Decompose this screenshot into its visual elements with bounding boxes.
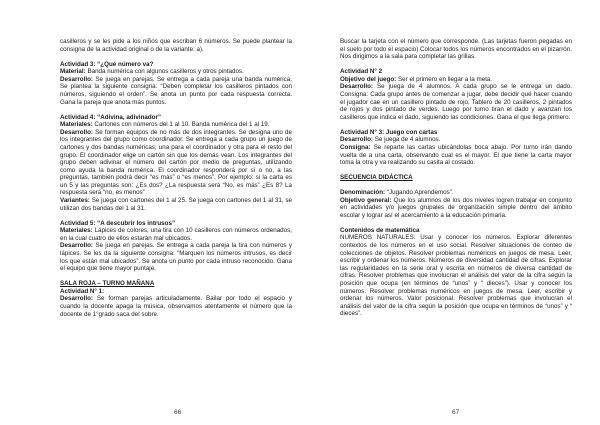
left-intro-paragraph: casilleros y se les pide a los niños que escriban 6 números. Se puede plantear la consigna de la actividad original o de la variante: a).: [60, 38, 292, 53]
materiales-label: Materiales:: [60, 121, 93, 129]
activity-5-block: [60, 220, 292, 273]
objetivo-label: Objetivo del juego:: [340, 75, 397, 83]
secuencia-title: SECUENCIA DIDÁCTICA: [340, 174, 413, 182]
desarrollo-text: Se forman parejas articuladamente. Bailar por todo el espacio y cuando la docente apaga la música, observamos atentamente el número que la docente de 1°grado saca del sobre.: [60, 295, 292, 318]
activity-n3-title: Actividad N° 3: Juego con cartas: [340, 128, 438, 136]
sala-roja-title: SALA ROJA – TURNO MAÑANA: [60, 280, 155, 288]
consigna-label: Consigna:: [340, 143, 371, 151]
left-page: [60, 38, 292, 326]
secuencia-block: [340, 189, 572, 219]
desarrollo-label: Desarrollo:: [340, 83, 373, 91]
activity-3-title: Actividad 3: “¿Qué número va?: [60, 60, 154, 68]
desarrollo-text: Se forman equipos de no más de dos integrantes. Se designa uno de los integrantes del grupo como coordinador. Se entrega a cada grupo un juego de cartones y dos bandas numéricas; una para el coordinador y otra para el resto del grupo. El coordinador elige un cartón sin que los demás vean. Los integrantes del grupo deben adivinar el número del cartón por medio de preguntas, utilizando como ayuda la banda numérica. El coordinador responderá por sí o no, a las preguntas, también podrá decir “es más” o “es menos”. Por ejemplo: si la carta es un 5 y las preguntas son: ¿Es dos? ¿La respuesta será “No, es más” ¿Es 8? La respuesta será “no, es menos”: [60, 128, 292, 197]
contenidos-title: Contenidos de matemática: [340, 226, 420, 234]
materiales-label: Materiales:: [60, 227, 93, 235]
secuencia-title-block: [340, 174, 572, 182]
right-page-number: 67: [452, 409, 460, 416]
denominacion-label: Denominación:: [340, 189, 386, 197]
desarrollo-text: Se juega de 4 alumnos. A cada grupo se le entrega un dado. Consigna: Cada grupo antes de comenzar a jugar, debe decidir qué hacer cuando el jugador cae en un casillero pintado de rojo. Tablero de 20 casilleros, 2 pintados de rojos y dos pintado de verdes. Luego por turno tiran el dado y avanzan los casilleros que indica el dado, siguiendo las condiciones. Gana el que llega primero.: [340, 83, 572, 121]
activity-1-title: Actividad N° 1:: [60, 287, 105, 295]
right-page: [340, 38, 572, 325]
left-page-number: 66: [174, 409, 182, 416]
desarrollo-text: Se juega en parejas. Se entrega a cada pareja una banda numérica. Se plantea la siguiente consigna: “Deben completar los casilleros pintados con números, siguiendo el orden”. Se anota un punto por cada respuesta correcta. Gana la pareja que anota más puntos.: [60, 75, 292, 106]
activity-5-title: Actividad 5: “A descubrir los intrusos”: [60, 219, 176, 227]
activity-3-block: [60, 61, 292, 107]
desarrollo-text: Se juega de 4 alumnos.: [373, 136, 441, 144]
denominacion-text: “Jugando Aprendemos”.: [385, 189, 454, 197]
variantes-label: Variantes:: [60, 197, 90, 205]
activity-4-block: [60, 114, 292, 213]
sala-roja-block: [60, 280, 292, 318]
objetivo-text: Ser el primero en llegar a la meta.: [396, 75, 493, 83]
consigna-text: Se reparte las cartas ubicándolas boca abajo. Por turno irán dando vuelta de a una carta, observando cual es el mayor. El que tiene la carta mayor toma la otra y va realizando su casita al costado.: [340, 143, 572, 167]
objetivo-general-label: Objetivo general:: [340, 196, 392, 204]
desarrollo-label: Desarrollo:: [340, 136, 373, 144]
materiales-text: Lápices de colores, una tira con 10 casilleros con números ordenados, en la cual cuatro de ellos estarán mal ubicados.: [60, 227, 292, 242]
desarrollo-text: Se juega en parejas. Se entrega a cada pareja la tira con números y lápices. Se les da la siguiente consigna: “Marquen los números intrusos, es decir los que están mal ubicados”. Se anota un punto por cada intruso reconocido. Gana el equipo que tiene mayor puntaje.: [60, 242, 292, 273]
contenidos-text: NUMEROS NATURALES: Usar y conocer los números. Explorar diferentes contextos de los números en el uso social. Resolver situaciones de conteo de colecciones de objetos. Resolver problemas numéricos en juegos de mesa. Leer, escribir y ordenar los números. Números de diversidad cantidad de cifras. Explorar las regularidades en la serie oral y escrita en números de diversa cantidad de cifras. Resolver problemas que involucran el análisis del valor de la cifra según la posición que ocupa (en términos de “unos” y “ dieces”). Usar y conocer los números. Resolver problemas numéricos en juegos de mesa. Leer, escribir y ordenar los números. Valor posicional. Resolver problemas que involucran el análisis del valor de la cifra según la posición que ocupa en términos de “unos” y “ dieces”.: [340, 234, 572, 318]
materiales-text: Cartones con números del 1 al 10. Banda numérica del 1 al 19.: [92, 121, 270, 129]
material-text: Banda numérica con algunos casilleros y otros pintados.: [85, 68, 244, 76]
desarrollo-label: Desarrollo:: [60, 128, 93, 136]
variantes-text: Se juega con cartones del 1 al 25. Se juega con cartones del 1 al 31, se utilizan dos bandas del 1 al 31.: [60, 197, 292, 212]
right-intro-paragraph: Buscar la tarjeta con el número que corresponde. (Las tarjetas fueron pegadas en el suelo por todo el espacio) Colocar todos los números encontrados en el pizarrón. Nos dirigimos a la sala para completar las grillas.: [340, 38, 572, 61]
material-label: Material:: [60, 68, 86, 76]
contenidos-block: [340, 227, 572, 318]
desarrollo-label: Desarrollo:: [60, 295, 93, 303]
desarrollo-label: Desarrollo:: [60, 75, 93, 83]
activity-n2-title: Actividad N° 2: [340, 68, 383, 76]
activity-n3-block: [340, 129, 572, 167]
activity-n2-block: [340, 68, 572, 121]
activity-4-title: Actividad 4: “Adivina, adivinador”: [60, 113, 162, 121]
objetivo-general-text: Que los alumnos de los dos niveles logren trabajar en conjunto en actividades y/o juegos grupales de organización simple dentro del ámbito escolar y lograr así el acercamiento a la educación primaria.: [340, 196, 572, 219]
desarrollo-label: Desarrollo:: [60, 242, 93, 250]
